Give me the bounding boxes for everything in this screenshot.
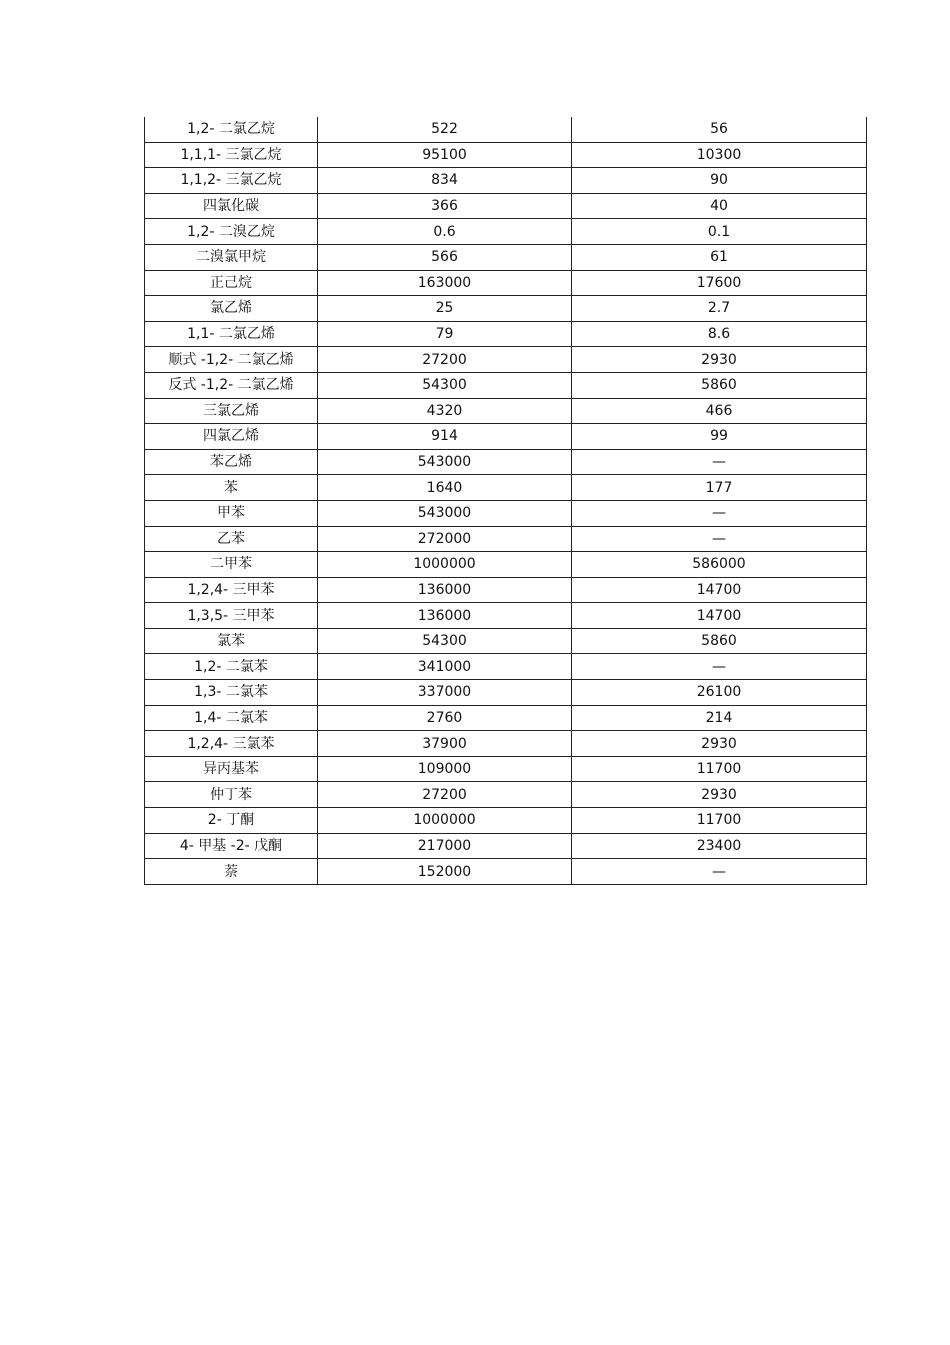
- value-2-cell: 90: [572, 168, 867, 194]
- value-1-cell: 834: [318, 168, 572, 194]
- table-row: [145, 628, 867, 654]
- value-1-cell: 914: [318, 424, 572, 450]
- table-row: [145, 372, 867, 398]
- value-2-cell: 2930: [572, 347, 867, 373]
- value-1-cell: 37900: [318, 731, 572, 757]
- value-2-cell: 99: [572, 424, 867, 450]
- substance-name-cell: 反式 -1,2- 二氯乙烯: [145, 372, 318, 398]
- value-2-cell: —: [572, 500, 867, 526]
- value-2-cell: 11700: [572, 756, 867, 782]
- value-1-cell: 95100: [318, 142, 572, 168]
- value-2-cell: 14700: [572, 603, 867, 629]
- value-2-cell: —: [572, 859, 867, 885]
- value-2-cell: 214: [572, 705, 867, 731]
- value-2-cell: 177: [572, 475, 867, 501]
- value-1-cell: 566: [318, 244, 572, 270]
- value-1-cell: 543000: [318, 500, 572, 526]
- value-1-cell: 27200: [318, 782, 572, 808]
- table-body: [145, 117, 867, 884]
- value-1-cell: 341000: [318, 654, 572, 680]
- substance-name-cell: 1,4- 二氯苯: [145, 705, 318, 731]
- value-1-cell: 272000: [318, 526, 572, 552]
- substance-name-cell: 1,1,1- 三氯乙烷: [145, 142, 318, 168]
- value-2-cell: 10300: [572, 142, 867, 168]
- substance-name-cell: 1,2- 二氯乙烷: [145, 117, 318, 142]
- value-1-cell: 54300: [318, 628, 572, 654]
- table-row: [145, 117, 867, 142]
- table-row: [145, 270, 867, 296]
- value-2-cell: 5860: [572, 372, 867, 398]
- table-row: [145, 142, 867, 168]
- value-1-cell: 4320: [318, 398, 572, 424]
- substance-name-cell: 1,2,4- 三氯苯: [145, 731, 318, 757]
- substance-name-cell: 苯乙烯: [145, 449, 318, 475]
- substance-name-cell: 乙苯: [145, 526, 318, 552]
- substance-name-cell: 甲苯: [145, 500, 318, 526]
- value-2-cell: —: [572, 654, 867, 680]
- value-1-cell: 27200: [318, 347, 572, 373]
- table-row: [145, 526, 867, 552]
- table-row: [145, 244, 867, 270]
- substance-name-cell: 1,3- 二氯苯: [145, 680, 318, 706]
- substance-name-cell: 1,2- 二氯苯: [145, 654, 318, 680]
- value-1-cell: 25: [318, 296, 572, 322]
- substance-name-cell: 顺式 -1,2- 二氯乙烯: [145, 347, 318, 373]
- substance-name-cell: 1,1- 二氯乙烯: [145, 321, 318, 347]
- value-1-cell: 152000: [318, 859, 572, 885]
- substance-name-cell: 1,2- 二溴乙烷: [145, 219, 318, 245]
- value-2-cell: 61: [572, 244, 867, 270]
- value-2-cell: 0.1: [572, 219, 867, 245]
- table-row: [145, 859, 867, 885]
- value-1-cell: 1640: [318, 475, 572, 501]
- table-row: [145, 552, 867, 578]
- value-2-cell: 466: [572, 398, 867, 424]
- data-table: [144, 117, 867, 885]
- value-1-cell: 109000: [318, 756, 572, 782]
- value-2-cell: 17600: [572, 270, 867, 296]
- substance-name-cell: 4- 甲基 -2- 戊酮: [145, 833, 318, 859]
- value-2-cell: 586000: [572, 552, 867, 578]
- substance-name-cell: 四氯乙烯: [145, 424, 318, 450]
- value-2-cell: 5860: [572, 628, 867, 654]
- table-row: [145, 577, 867, 603]
- table-row: [145, 321, 867, 347]
- table-row: [145, 705, 867, 731]
- value-1-cell: 522: [318, 117, 572, 142]
- value-2-cell: 23400: [572, 833, 867, 859]
- substance-name-cell: 仲丁苯: [145, 782, 318, 808]
- table-row: [145, 193, 867, 219]
- substance-name-cell: 1,2,4- 三甲苯: [145, 577, 318, 603]
- table-row: [145, 398, 867, 424]
- substance-name-cell: 氯乙烯: [145, 296, 318, 322]
- substance-name-cell: 苯: [145, 475, 318, 501]
- value-1-cell: 1000000: [318, 552, 572, 578]
- table-row: [145, 500, 867, 526]
- value-2-cell: 26100: [572, 680, 867, 706]
- table-row: [145, 424, 867, 450]
- value-2-cell: 8.6: [572, 321, 867, 347]
- value-1-cell: 337000: [318, 680, 572, 706]
- substance-name-cell: 正己烷: [145, 270, 318, 296]
- table-row: [145, 219, 867, 245]
- value-2-cell: —: [572, 449, 867, 475]
- substance-name-cell: 三氯乙烯: [145, 398, 318, 424]
- substance-name-cell: 异丙基苯: [145, 756, 318, 782]
- value-1-cell: 136000: [318, 577, 572, 603]
- value-1-cell: 79: [318, 321, 572, 347]
- value-2-cell: 2.7: [572, 296, 867, 322]
- table-row: [145, 808, 867, 834]
- substance-name-cell: 二甲苯: [145, 552, 318, 578]
- value-1-cell: 163000: [318, 270, 572, 296]
- value-1-cell: 2760: [318, 705, 572, 731]
- table-row: [145, 731, 867, 757]
- value-1-cell: 543000: [318, 449, 572, 475]
- value-2-cell: 14700: [572, 577, 867, 603]
- table-row: [145, 782, 867, 808]
- value-1-cell: 1000000: [318, 808, 572, 834]
- substance-name-cell: 1,1,2- 三氯乙烷: [145, 168, 318, 194]
- table-row: [145, 833, 867, 859]
- value-2-cell: 2930: [572, 731, 867, 757]
- value-2-cell: 40: [572, 193, 867, 219]
- value-2-cell: 56: [572, 117, 867, 142]
- substance-name-cell: 萘: [145, 859, 318, 885]
- value-1-cell: 366: [318, 193, 572, 219]
- value-2-cell: 11700: [572, 808, 867, 834]
- value-1-cell: 54300: [318, 372, 572, 398]
- table-row: [145, 296, 867, 322]
- substance-name-cell: 二溴氯甲烷: [145, 244, 318, 270]
- table-row: [145, 347, 867, 373]
- table-row: [145, 756, 867, 782]
- table-row: [145, 475, 867, 501]
- table-row: [145, 654, 867, 680]
- value-1-cell: 217000: [318, 833, 572, 859]
- substance-name-cell: 1,3,5- 三甲苯: [145, 603, 318, 629]
- value-2-cell: 2930: [572, 782, 867, 808]
- table-row: [145, 449, 867, 475]
- value-1-cell: 0.6: [318, 219, 572, 245]
- table-row: [145, 168, 867, 194]
- substance-name-cell: 四氯化碳: [145, 193, 318, 219]
- value-1-cell: 136000: [318, 603, 572, 629]
- substance-name-cell: 氯苯: [145, 628, 318, 654]
- table-row: [145, 680, 867, 706]
- value-2-cell: —: [572, 526, 867, 552]
- substance-name-cell: 2- 丁酮: [145, 808, 318, 834]
- table-row: [145, 603, 867, 629]
